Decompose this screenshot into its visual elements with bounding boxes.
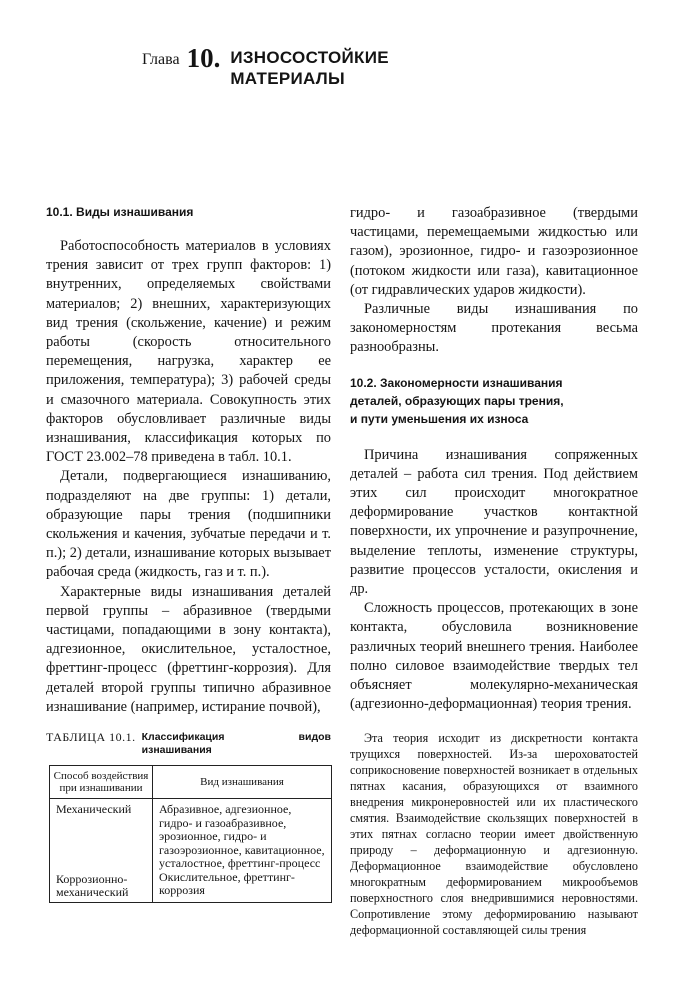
- chapter-number: 10.: [186, 43, 221, 73]
- table-header-type: Вид изнашивания: [153, 766, 332, 799]
- table-caption-text: Классификация видов изнашивания: [141, 731, 331, 757]
- section-heading-10-1: 10.1. Виды изнашивания: [46, 205, 194, 219]
- chapter-prefix: Глава: [142, 51, 180, 68]
- section-heading-line: 10.2. Закономерности изнашивания: [350, 375, 563, 390]
- table-caption-label: ТАБЛИЦА 10.1.: [46, 730, 136, 745]
- small-paragraph: Эта теория исходит из дискретности контакта трущихся поверхностей. Из-за шероховатостей соприкосновение поверхностей возникает в отдельных пятнах касания, образующихся от взаимного внедрения микронеровностей или их пластического смятия. Взаимодействие скользящих поверхностей в этих пятнах согласно теории имеет двойственную природу – деформационную и адгезионную. Деформационное взаимодействие обусловлено многократным деформированием микрообъемов поверхностного слоя внедрившимися неровностями. Сопротивление этому деформированию называют деформационной составляющей силы трения: [350, 731, 638, 938]
- chapter-header: [142, 44, 389, 89]
- table-header-row: [50, 766, 332, 799]
- paragraph: Причина изнашивания сопряженных деталей – работа сил трения. Под действием этих сил происходит многократное деформирование участков контактной поверхности, их упрочнение и разупрочнение, выделение теплоты, изменение структуры, развитие процессов усталости, окисления и др.: [350, 446, 638, 598]
- table-value: Окислительное, фреттинг-коррозия: [159, 869, 295, 898]
- paragraph: Сложность процессов, протекающих в зоне контакта, обусловила возникновение различных теорий внешнего трения. Наиболее полно силовое взаимодействие твердых тел объясняет молекулярно-механическая (адгезионно-деформационная) теория трения.: [350, 600, 638, 713]
- chapter-title-line: МАТЕРИАЛЫ: [230, 69, 345, 88]
- table-value: Абразивное, адгезионное, гидро- и газоабразивное, эрозионное, гидро- и газоэрозионное, кавитационное, усталостное, фреттинг-процесс: [159, 802, 325, 871]
- classification-table: [49, 765, 332, 903]
- table-caption: [46, 731, 331, 757]
- right-column: [350, 204, 638, 938]
- table-values-cell: [153, 799, 332, 903]
- table-header-method: Способ воздействия при изнашивании: [50, 766, 153, 799]
- small-print-block: [350, 730, 638, 938]
- table-row: [50, 799, 332, 903]
- table-keys-cell: [50, 799, 153, 903]
- chapter-title-line: ИЗНОСОСТОЙКИЕ: [230, 48, 389, 67]
- section-heading-line: и пути уменьшения их износа: [350, 411, 529, 426]
- paragraph: Работоспособность материалов в условиях трения зависит от трех групп факторов: 1) внутренних, определяемых свойствами материалов; 2) внешних, характеризующих вид трения (скольжение, качение) и режим работы (скорость относительного перемещения, нагрузка, характер ее приложения, температура); 3) рабочей среды и смазочного материала. Совокупность этих факторов обусловливает различные виды изнашивания, классификация которых по ГОСТ 23.002–78 приведена в табл. 10.1.: [46, 238, 331, 466]
- paragraph: гидро- и газоабразивное (твердыми частицами, перемещаемыми жидкостью или газом), эрозионное, гидро- и газоэрозионное (потоком жидкости или газа), кавитационное (от гидравлических ударов жидкости).: [350, 205, 638, 298]
- paragraph: Детали, подвергающиеся изнашиванию, подразделяют на две группы: 1) детали, образующие пары трения (подшипники скольжения и качения, зубчатые передачи и т. п.); 2) детали, изнашивание которых вызывает рабочая среда (жидкость, газ и т. п.).: [46, 468, 331, 581]
- table-key: Механический: [56, 802, 132, 817]
- table-key: Коррозионно-механический: [56, 871, 129, 900]
- paragraph: Характерные виды изнашивания деталей первой группы – абразивное (твердыми частицами, попадающими в зону контакта), адгезионное, окислительное, усталостное, фреттинг-процесс (фреттинг-коррозия). Для деталей второй группы типично абразивное изнашивание (например, истирание почвой),: [46, 583, 331, 715]
- section-heading-10-2: [350, 374, 638, 428]
- chapter-title: [230, 47, 389, 89]
- paragraph: Различные виды изнашивания по закономерностям протекания весьма разнообразны.: [350, 301, 638, 356]
- section-heading-line: деталей, образующих пары трения,: [350, 393, 564, 408]
- left-column: [46, 203, 331, 903]
